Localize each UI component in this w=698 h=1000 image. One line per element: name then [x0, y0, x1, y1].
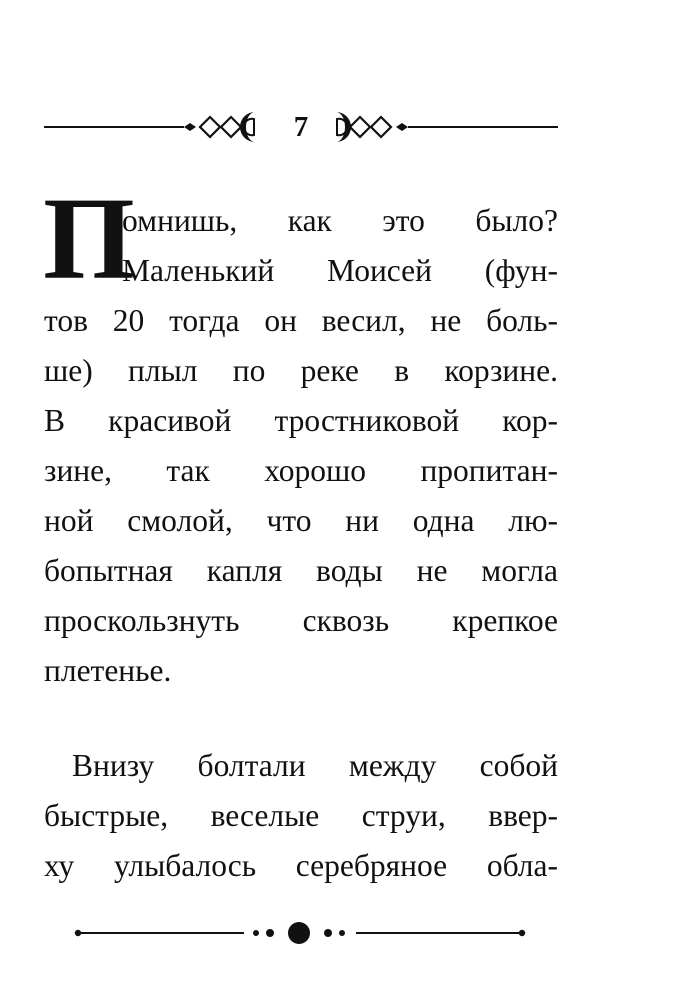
text-line: тов 20 тогда он весил, не боль-	[44, 303, 558, 338]
page-number: 7	[293, 111, 309, 143]
page-header	[44, 108, 558, 148]
ornamental-rule-with-dots-icon	[74, 918, 526, 948]
text-line: ной смолой, что ни одна лю-	[44, 503, 558, 538]
text-line: Маленький Моисей (фун-	[122, 253, 558, 288]
text-line: В красивой тростниковой кор-	[44, 403, 558, 438]
text-line: ше) плыл по реке в корзине.	[44, 353, 558, 388]
text-line: плетенье.	[44, 653, 172, 688]
paragraph-2	[44, 741, 558, 891]
text-line: проскользнуть сквозь крепкое	[44, 603, 558, 638]
text-line: ху улыбалось серебряное обла-	[44, 848, 558, 883]
paragraph-1	[44, 196, 558, 696]
text-line: омнишь, как это было?	[122, 203, 558, 238]
page-footer	[74, 918, 526, 948]
text-line: Внизу болтали между собой	[72, 748, 558, 783]
text-line: быстрые, веселые струи, ввер-	[44, 798, 558, 833]
text-line: зине, так хорошо пропитан-	[44, 453, 558, 488]
drop-cap-letter: П	[43, 173, 135, 304]
text-line: бопытная капля воды не могла	[44, 553, 558, 588]
